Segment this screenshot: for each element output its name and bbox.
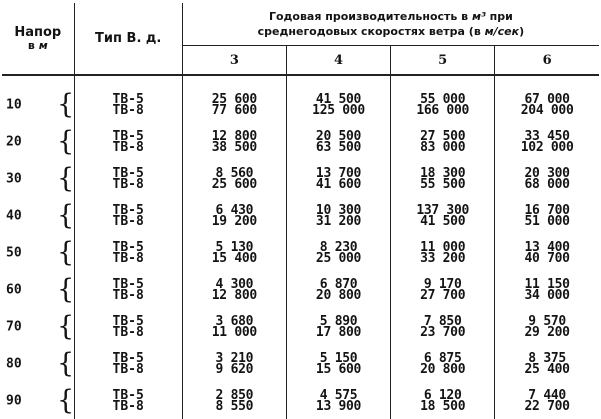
type-value: ТВ-8 xyxy=(112,324,144,340)
value: 38 500 xyxy=(211,139,257,155)
head-label-unit: м xyxy=(38,38,48,52)
type-value: ТВ-8 xyxy=(112,176,144,192)
value-cell-v3 xyxy=(182,160,286,197)
value: 12 800 xyxy=(211,287,257,303)
value: 15 600 xyxy=(315,361,362,377)
value-cell-v5 xyxy=(391,75,495,123)
table-row xyxy=(2,197,599,234)
table-body xyxy=(2,75,599,419)
value: 9 620 xyxy=(215,361,254,377)
value-cell-v5 xyxy=(391,308,495,345)
type-cell xyxy=(74,234,182,271)
value: 9 570 xyxy=(528,313,566,329)
value: 6 430 xyxy=(215,202,254,218)
value: 13 400 xyxy=(524,239,570,255)
value: 27 700 xyxy=(420,287,466,303)
head-cell xyxy=(2,382,74,419)
span-line1-suffix: при xyxy=(485,10,513,23)
value-cell-v4 xyxy=(286,382,390,419)
value: 102 000 xyxy=(520,139,574,155)
type-value: ТВ-5 xyxy=(112,165,144,181)
value: 137 300 xyxy=(416,202,470,218)
value: 41 500 xyxy=(420,213,466,229)
value: 5 130 xyxy=(215,239,254,255)
type-cell xyxy=(74,382,182,419)
value: 125 000 xyxy=(312,102,365,118)
value: 41 600 xyxy=(315,176,362,192)
head-label-prefix: в xyxy=(27,38,35,52)
value: 6 870 xyxy=(319,276,358,292)
brace-glyph: { xyxy=(57,125,75,157)
value-cell-v6 xyxy=(495,271,599,308)
table-row xyxy=(2,271,599,308)
value-cell-v4 xyxy=(286,345,390,382)
value-cell-v4 xyxy=(286,160,390,197)
type-cell xyxy=(74,197,182,234)
value-cell-v6 xyxy=(495,234,599,271)
type-cell xyxy=(74,123,182,160)
value-cell-v6 xyxy=(495,160,599,197)
type-value: ТВ-8 xyxy=(112,102,144,118)
table-row xyxy=(2,234,599,271)
value: 18 300 xyxy=(420,165,466,181)
type-value: ТВ-8 xyxy=(112,398,144,414)
type-value: ТВ-5 xyxy=(112,128,144,144)
type-value: ТВ-8 xyxy=(112,250,144,266)
brace-glyph: { xyxy=(57,384,75,416)
head-cell xyxy=(2,308,74,345)
value: 20 800 xyxy=(315,287,362,303)
value: 8 550 xyxy=(215,398,254,414)
head-value: 10 xyxy=(6,97,22,112)
value: 18 500 xyxy=(420,398,466,414)
value: 25 600 xyxy=(211,91,257,107)
brace-glyph: { xyxy=(57,236,75,268)
value: 20 800 xyxy=(420,361,466,377)
span-line2-unit: м/сек xyxy=(484,25,520,38)
header-row xyxy=(2,3,599,46)
type-value: ТВ-5 xyxy=(112,91,144,107)
value-cell-v3 xyxy=(182,234,286,271)
head-value: 60 xyxy=(6,282,22,297)
type-cell xyxy=(74,345,182,382)
value: 20 300 xyxy=(524,165,570,181)
value-cell-v3 xyxy=(182,382,286,419)
type-value: ТВ-5 xyxy=(112,313,144,329)
value: 51 000 xyxy=(524,213,570,229)
value: 7 850 xyxy=(423,313,462,329)
value: 68 000 xyxy=(524,176,570,192)
value-cell-v6 xyxy=(495,308,599,345)
value: 31 200 xyxy=(315,213,362,229)
span-line1-unit: м³ xyxy=(471,10,486,23)
value-cell-v5 xyxy=(391,160,495,197)
head-value: 80 xyxy=(6,356,22,371)
value: 3 210 xyxy=(215,350,254,366)
productivity-span-header xyxy=(182,3,599,46)
value-cell-v6 xyxy=(495,197,599,234)
value: 8 230 xyxy=(319,239,358,255)
table-row xyxy=(2,160,599,197)
span-line1-prefix: Годовая производительность в xyxy=(268,10,472,23)
value: 16 700 xyxy=(524,202,570,218)
value: 83 000 xyxy=(420,139,466,155)
value: 4 575 xyxy=(319,387,358,403)
value: 27 500 xyxy=(420,128,466,144)
value-cell-v3 xyxy=(182,123,286,160)
value: 41 500 xyxy=(315,91,362,107)
head-value: 20 xyxy=(6,134,22,149)
head-value: 70 xyxy=(6,319,22,334)
value: 204 000 xyxy=(520,102,574,118)
table-row xyxy=(2,123,599,160)
brace-glyph: { xyxy=(57,347,75,379)
type-cell xyxy=(74,308,182,345)
type-label: Тип В. д. xyxy=(95,31,162,46)
head-value: 40 xyxy=(6,208,22,223)
type-value: ТВ-8 xyxy=(112,139,144,155)
value-cell-v4 xyxy=(286,234,390,271)
type-cell xyxy=(74,160,182,197)
speed-header-5: 5 xyxy=(391,46,495,76)
value: 22 700 xyxy=(524,398,570,414)
value: 67 000 xyxy=(524,91,570,107)
type-value: ТВ-8 xyxy=(112,361,144,377)
head-cell xyxy=(2,123,74,160)
value: 5 890 xyxy=(319,313,358,329)
table-row xyxy=(2,382,599,419)
type-value: ТВ-8 xyxy=(112,287,144,303)
value: 5 150 xyxy=(319,350,358,366)
value-cell-v3 xyxy=(182,197,286,234)
type-column-header xyxy=(74,3,182,75)
value: 12 800 xyxy=(211,128,257,144)
head-cell xyxy=(2,271,74,308)
value: 4 300 xyxy=(215,276,254,292)
brace-glyph: { xyxy=(57,88,75,120)
value: 55 000 xyxy=(420,91,466,107)
value: 11 000 xyxy=(211,324,257,340)
value: 33 200 xyxy=(420,250,466,266)
value-cell-v5 xyxy=(391,271,495,308)
value-cell-v5 xyxy=(391,197,495,234)
brace-glyph: { xyxy=(57,273,75,305)
value-cell-v3 xyxy=(182,271,286,308)
value: 17 800 xyxy=(315,324,362,340)
value: 63 500 xyxy=(315,139,362,155)
value: 6 875 xyxy=(423,350,462,366)
head-cell xyxy=(2,345,74,382)
value: 10 300 xyxy=(315,202,362,218)
table-row xyxy=(2,75,599,123)
value: 7 440 xyxy=(528,387,566,403)
value: 9 170 xyxy=(423,276,462,292)
type-value: ТВ-8 xyxy=(112,213,144,229)
value-cell-v4 xyxy=(286,308,390,345)
type-value: ТВ-5 xyxy=(112,202,144,218)
brace-glyph: { xyxy=(57,310,75,342)
value: 25 400 xyxy=(524,361,570,377)
table-row xyxy=(2,308,599,345)
speed-header-4: 4 xyxy=(286,46,390,76)
value-cell-v6 xyxy=(495,75,599,123)
value-cell-v6 xyxy=(495,345,599,382)
value: 2 850 xyxy=(215,387,254,403)
value: 15 400 xyxy=(211,250,257,266)
value-cell-v4 xyxy=(286,197,390,234)
head-cell xyxy=(2,160,74,197)
value-cell-v5 xyxy=(391,382,495,419)
value: 6 120 xyxy=(423,387,462,403)
value-cell-v5 xyxy=(391,123,495,160)
value: 19 200 xyxy=(211,213,257,229)
value-cell-v4 xyxy=(286,123,390,160)
value-cell-v5 xyxy=(391,234,495,271)
value-cell-v3 xyxy=(182,75,286,123)
type-cell xyxy=(74,271,182,308)
head-column-header xyxy=(2,3,74,75)
head-cell xyxy=(2,234,74,271)
value: 55 500 xyxy=(420,176,466,192)
value: 11 000 xyxy=(420,239,466,255)
value-cell-v3 xyxy=(182,308,286,345)
value: 25 000 xyxy=(315,250,362,266)
brace-glyph: { xyxy=(57,162,75,194)
span-line2-prefix: среднегодовых скоростях ветра (в xyxy=(257,25,485,38)
head-label-line1: Напор xyxy=(14,24,62,40)
wind-turbine-productivity-table xyxy=(2,3,599,419)
value: 13 900 xyxy=(315,398,362,414)
value: 25 600 xyxy=(211,176,257,192)
value: 8 560 xyxy=(215,165,254,181)
value-cell-v6 xyxy=(495,123,599,160)
value-cell-v4 xyxy=(286,75,390,123)
value-cell-v3 xyxy=(182,345,286,382)
value: 77 600 xyxy=(211,102,257,118)
value-cell-v4 xyxy=(286,271,390,308)
value: 20 500 xyxy=(315,128,362,144)
value-cell-v5 xyxy=(391,345,495,382)
value: 40 700 xyxy=(524,250,570,266)
value: 34 000 xyxy=(524,287,570,303)
table-row xyxy=(2,345,599,382)
head-cell xyxy=(2,197,74,234)
value: 8 375 xyxy=(528,350,566,366)
value: 13 700 xyxy=(315,165,362,181)
type-value: ТВ-5 xyxy=(112,239,144,255)
type-value: ТВ-5 xyxy=(112,350,144,366)
type-cell xyxy=(74,75,182,123)
head-cell xyxy=(2,75,74,123)
speed-header-6: 6 xyxy=(495,46,599,76)
brace-glyph: { xyxy=(57,199,75,231)
span-line2-suffix: ) xyxy=(519,25,525,38)
value: 23 700 xyxy=(420,324,466,340)
value: 3 680 xyxy=(215,313,254,329)
value: 33 450 xyxy=(524,128,570,144)
head-value: 50 xyxy=(6,245,22,260)
head-value: 30 xyxy=(6,171,22,186)
type-value: ТВ-5 xyxy=(112,276,144,292)
value-cell-v6 xyxy=(495,382,599,419)
value: 11 150 xyxy=(524,276,570,292)
value: 29 200 xyxy=(524,324,570,340)
value: 166 000 xyxy=(416,102,470,118)
speed-header-3: 3 xyxy=(182,46,286,76)
type-value: ТВ-5 xyxy=(112,387,144,403)
head-value: 90 xyxy=(6,393,22,408)
